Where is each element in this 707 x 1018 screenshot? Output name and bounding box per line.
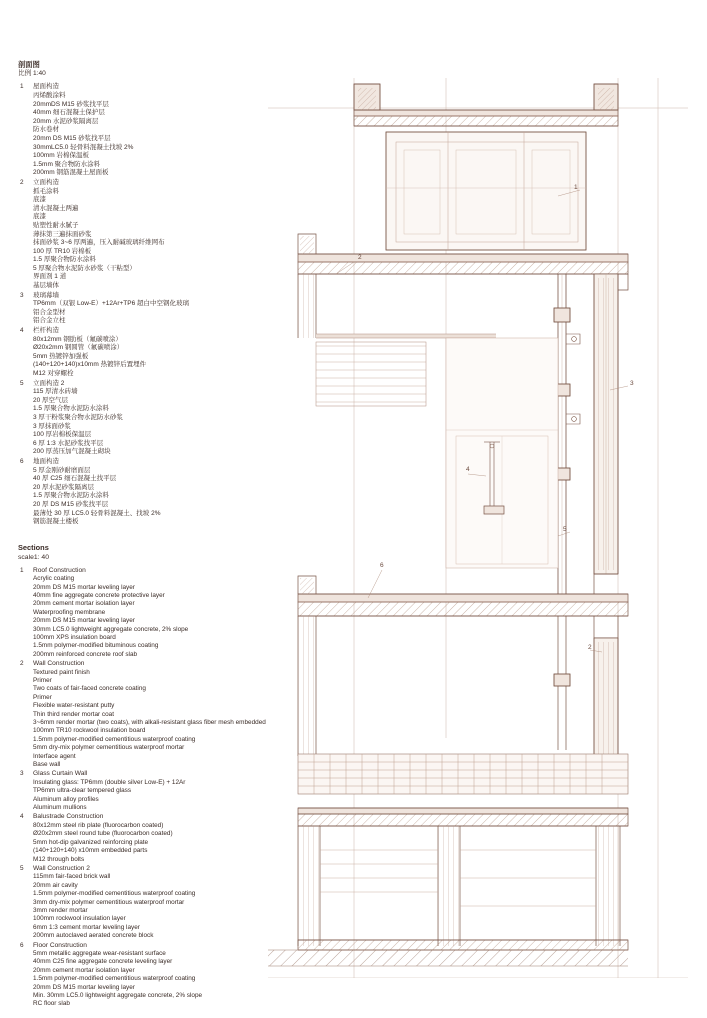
section-drawing bbox=[258, 38, 698, 978]
note-line: 40mm fine aggregate concrete protective layer bbox=[33, 591, 165, 599]
note-line: 1.5 厚聚合物水泥防水涂料 bbox=[33, 405, 109, 413]
note-line: 200mm reinforced concrete roof slab bbox=[33, 650, 138, 658]
note-line: 20 厚 DS M15 砂浆找平层 bbox=[33, 500, 109, 508]
note-number: 3 bbox=[20, 770, 24, 778]
note-lines bbox=[33, 179, 266, 291]
note-line: Min. 30mm LC5.0 lightweight aggregate concrete, 2% slope bbox=[33, 992, 203, 999]
callout-2b: 2 bbox=[588, 644, 592, 651]
drawing-scale-cn: 比例 1:40 bbox=[18, 70, 46, 78]
note-line: 20mm DS M15 mortar leveling layer bbox=[33, 617, 135, 625]
note-lines bbox=[33, 660, 266, 769]
note-line: 1.5 厚聚合物防水涂料 bbox=[33, 256, 96, 264]
note-lines bbox=[33, 292, 266, 326]
note-line: 1.5mm polymer-modified cementitious waterproof coating bbox=[33, 735, 196, 743]
ground-floor-slab bbox=[298, 808, 628, 826]
note-line: 80x12mm steel rib plate (fluorocarbon coated) bbox=[33, 821, 164, 829]
note-line: 20mm DS M15 mortar leveling layer bbox=[33, 983, 135, 991]
note-line: Flexible water-resistant putty bbox=[33, 702, 115, 710]
note-line: 1.5 厚聚合物水泥防水涂料 bbox=[33, 492, 109, 500]
note-line: 80x12mm 钢肋板（氟碳喷涂） bbox=[33, 335, 122, 343]
lower-walls bbox=[298, 616, 618, 758]
note-line: Textured paint finish bbox=[33, 668, 90, 676]
note-line: 薄抹第三遍抹面砂浆 bbox=[33, 230, 92, 238]
note-line: 防水卷材 bbox=[33, 126, 59, 134]
note-lines bbox=[33, 865, 266, 941]
note-line: 3mm render mortar bbox=[33, 906, 88, 914]
note-number: 3 bbox=[20, 291, 24, 299]
note-line: 20mm 水泥砂浆隔离层 bbox=[33, 117, 99, 125]
note-item bbox=[18, 770, 266, 812]
note-lines bbox=[33, 567, 266, 659]
note-line: Two coats of fair-faced concrete coating bbox=[33, 685, 146, 693]
note-number: 2 bbox=[20, 178, 24, 186]
note-line: 100mm 岩棉保温板 bbox=[33, 152, 89, 160]
note-line: 底漆 bbox=[33, 213, 46, 221]
drawing-title-cn: 剖面图 bbox=[18, 60, 40, 69]
note-line: Ø20x2mm 钢圆管（氟碳喷涂） bbox=[33, 344, 124, 352]
note-line: 200mm 钢筋混凝土屋面板 bbox=[33, 169, 109, 177]
note-line: 1.5mm polymer-modified cementitious waterproof coating bbox=[33, 890, 196, 898]
note-line: Thin third render mortar coat bbox=[33, 710, 114, 718]
callout-5: 5 bbox=[563, 526, 567, 533]
note-line: 3mm dry-mix polymer cementitious waterproof mortar bbox=[33, 898, 185, 906]
note-line: 1.5mm polymer-modified cementitious waterproof coating bbox=[33, 975, 196, 983]
note-line: 3 厚抹面砂浆 bbox=[33, 422, 71, 430]
note-line: 抓毛涂料 bbox=[33, 187, 59, 195]
note-line: 地面构造 bbox=[33, 457, 59, 465]
note-line: 40mm C25 fine aggregate concrete leveling layer bbox=[33, 958, 173, 966]
note-line: Base wall bbox=[33, 761, 61, 769]
left-wall bbox=[298, 274, 316, 338]
note-line: 立面构造 2 bbox=[33, 379, 65, 387]
callout-2: 2 bbox=[358, 254, 362, 261]
note-number: 6 bbox=[20, 457, 24, 465]
note-line: 6mm 1:3 cement mortar leveling layer bbox=[33, 923, 140, 931]
note-line: 5mm 热镀锌加强板 bbox=[33, 352, 89, 360]
basement bbox=[298, 826, 628, 950]
note-line: 20mm cement mortar isolation layer bbox=[33, 966, 135, 974]
note-item bbox=[18, 567, 266, 659]
drawing-geometry bbox=[268, 78, 688, 978]
callout-3: 3 bbox=[630, 380, 634, 387]
drawing-title-en: Sections bbox=[18, 542, 49, 552]
note-line: 115 厚清水砖墙 bbox=[33, 388, 78, 396]
note-line: 铝合金型材 bbox=[33, 308, 66, 316]
note-item bbox=[18, 942, 266, 1009]
note-line: Glass Curtain Wall bbox=[33, 770, 88, 778]
note-line: 5mm hot-dip galvanized reinforcing plate bbox=[33, 838, 149, 846]
note-line: 5mm dry-mix polymer cementitious waterproof mortar bbox=[33, 744, 185, 752]
note-line: 40 厚 C25 细石混凝土找平层 bbox=[33, 475, 117, 483]
note-item bbox=[18, 458, 266, 527]
note-line: 40mm 细石混凝土保护层 bbox=[33, 109, 105, 117]
note-item bbox=[18, 83, 266, 178]
note-lines bbox=[33, 83, 266, 178]
brick-coursing bbox=[298, 754, 628, 794]
note-item bbox=[18, 179, 266, 291]
note-line: Primer bbox=[33, 693, 52, 701]
note-item bbox=[18, 660, 266, 769]
note-number: 5 bbox=[20, 379, 24, 387]
note-line: 底漆 bbox=[33, 196, 46, 204]
note-line: 5 厚金刚砂耐磨面层 bbox=[33, 466, 91, 474]
note-line: 100 厚 TR10 岩棉板 bbox=[33, 247, 92, 255]
callout-1: 1 bbox=[574, 184, 578, 191]
notes-english bbox=[18, 543, 266, 1009]
note-line: Aluminum mullions bbox=[33, 804, 87, 812]
note-line: 玻璃幕墙 bbox=[33, 291, 59, 299]
note-number: 6 bbox=[20, 941, 24, 949]
roof-assembly bbox=[354, 84, 618, 126]
section-drawing-svg bbox=[258, 38, 698, 978]
note-item bbox=[18, 292, 266, 326]
note-line: 100mm rockwool insulation layer bbox=[33, 915, 126, 923]
note-line: 200mm autoclaved aerated concrete block bbox=[33, 932, 154, 940]
note-line: 贴塑性耐水腻子 bbox=[33, 221, 79, 229]
note-line: 基层墙体 bbox=[33, 282, 59, 290]
note-line: 3~6mm render mortar (two coats), with alkali-resistant glass fiber mesh embedded bbox=[33, 719, 266, 726]
note-line: Aluminum alloy profiles bbox=[33, 795, 99, 803]
note-line: 20 厚水泥砂浆隔离层 bbox=[33, 483, 95, 491]
note-line: TP6mm（双银 Low-E）+12Ar+TP6 超白中空钢化玻璃 bbox=[33, 300, 190, 308]
note-line: 20mm DS M15 mortar leveling layer bbox=[33, 583, 135, 591]
note-line: (140+120+140) x10mm embedded parts bbox=[33, 847, 148, 855]
note-line: Ø20x2mm steel round tube (fluorocarbon coated) bbox=[33, 830, 173, 838]
note-line: 屋面构造 bbox=[33, 83, 59, 91]
note-lines bbox=[33, 813, 266, 863]
note-line: 钢筋混凝土楼板 bbox=[33, 518, 79, 526]
note-line: 30mm LC5.0 lightweight aggregate concrete, 2% slope bbox=[33, 625, 189, 633]
note-number: 2 bbox=[20, 660, 24, 668]
note-line: Interface agent bbox=[33, 752, 76, 760]
note-line: TP6mm ultra-clear tempered glass bbox=[33, 787, 132, 795]
note-item bbox=[18, 327, 266, 379]
note-line: 20 厚空气层 bbox=[33, 396, 69, 404]
note-line: RC floor slab bbox=[33, 1000, 70, 1008]
note-line: 20mm cement mortar isolation layer bbox=[33, 600, 135, 608]
note-item bbox=[18, 380, 266, 457]
interior-volume bbox=[446, 338, 558, 568]
note-line: 30mmLC5.0 轻骨料混凝土找坡 2% bbox=[33, 143, 134, 151]
note-line: 立面构造 bbox=[33, 178, 59, 186]
note-line: M12 through bolts bbox=[33, 855, 85, 863]
note-line: Floor Construction bbox=[33, 941, 87, 949]
note-line: 115mm fair-faced brick wall bbox=[33, 873, 111, 881]
note-line: 1.5mm polymer-modified bituminous coating bbox=[33, 642, 159, 650]
note-number: 1 bbox=[20, 83, 24, 91]
note-line: 100 厚岩棉板保温层 bbox=[33, 431, 92, 439]
earth-hatch bbox=[268, 950, 628, 966]
note-line: 20mm air cavity bbox=[33, 881, 78, 889]
note-line: 最薄处 30 厚 LC5.0 轻骨料混凝土、找坡 2% bbox=[33, 509, 161, 517]
note-line: 200 厚蒸压加气混凝土砌块 bbox=[33, 448, 111, 456]
note-line: Wall Construction bbox=[33, 660, 85, 668]
note-line: 3 厚干粉浆聚合物水泥防水砂浆 bbox=[33, 413, 123, 421]
notes-panel bbox=[18, 60, 266, 1018]
note-line: 100mm XPS insulation board bbox=[33, 633, 116, 641]
note-lines bbox=[33, 942, 266, 1009]
note-item bbox=[18, 865, 266, 941]
note-line: 界面剂 1 道 bbox=[33, 273, 67, 281]
note-line: Insulating glass: TP6mm (double silver Low-E) + 12Ar bbox=[33, 778, 186, 786]
callout-4: 4 bbox=[466, 466, 470, 473]
note-number: 4 bbox=[20, 327, 24, 335]
penthouse bbox=[386, 132, 586, 250]
note-lines bbox=[33, 770, 266, 812]
note-line: Waterproofing membrane bbox=[33, 608, 106, 616]
note-line: 1.5mm 聚合物防水涂料 bbox=[33, 160, 101, 168]
note-lines bbox=[33, 327, 266, 379]
note-item bbox=[18, 813, 266, 863]
note-line: (140+120+140)x10mm 热镀锌后置埋件 bbox=[33, 361, 147, 369]
callout-6: 6 bbox=[380, 562, 384, 569]
note-number: 1 bbox=[20, 566, 24, 574]
note-line: 铝合金立柱 bbox=[33, 317, 66, 325]
note-number: 4 bbox=[20, 813, 24, 821]
note-line: 6 厚 1:3 水泥砂浆找平层 bbox=[33, 439, 104, 447]
note-line: 丙烯酸涂料 bbox=[33, 92, 66, 99]
note-line: Primer bbox=[33, 676, 52, 684]
note-line: Acrylic coating bbox=[33, 575, 75, 583]
note-line: 20mmDS M15 砂浆找平层 bbox=[33, 100, 109, 108]
note-line: Balustrade Construction bbox=[33, 813, 104, 821]
note-number: 5 bbox=[20, 864, 24, 872]
note-line: 5mm metallic aggregate wear-resistant surface bbox=[33, 949, 166, 957]
note-line: 20mm DS M15 砂浆找平层 bbox=[33, 134, 111, 142]
note-line: 抹面砂浆 3~6 厚两遍，压入耐碱玻璃纤维网布 bbox=[33, 239, 165, 247]
note-line: Roof Construction bbox=[33, 566, 86, 574]
note-line: 5 厚聚合物水泥防水砂浆（干粘型） bbox=[33, 264, 136, 272]
notes-chinese bbox=[18, 60, 266, 527]
mid-floor-slab bbox=[298, 574, 628, 638]
note-line: 栏杆构造 bbox=[33, 327, 59, 335]
note-lines bbox=[33, 380, 266, 457]
note-line: 清水混凝土两遍 bbox=[33, 204, 79, 212]
note-lines bbox=[33, 458, 266, 527]
right-wall-upper bbox=[594, 274, 618, 574]
note-line: 100mm TR10 rockwool insulation board bbox=[33, 727, 146, 735]
note-line: Wall Construction 2 bbox=[33, 864, 90, 872]
note-line: M12 对穿螺栓 bbox=[33, 370, 74, 377]
drawing-scale-en: scale1: 40 bbox=[18, 553, 49, 561]
